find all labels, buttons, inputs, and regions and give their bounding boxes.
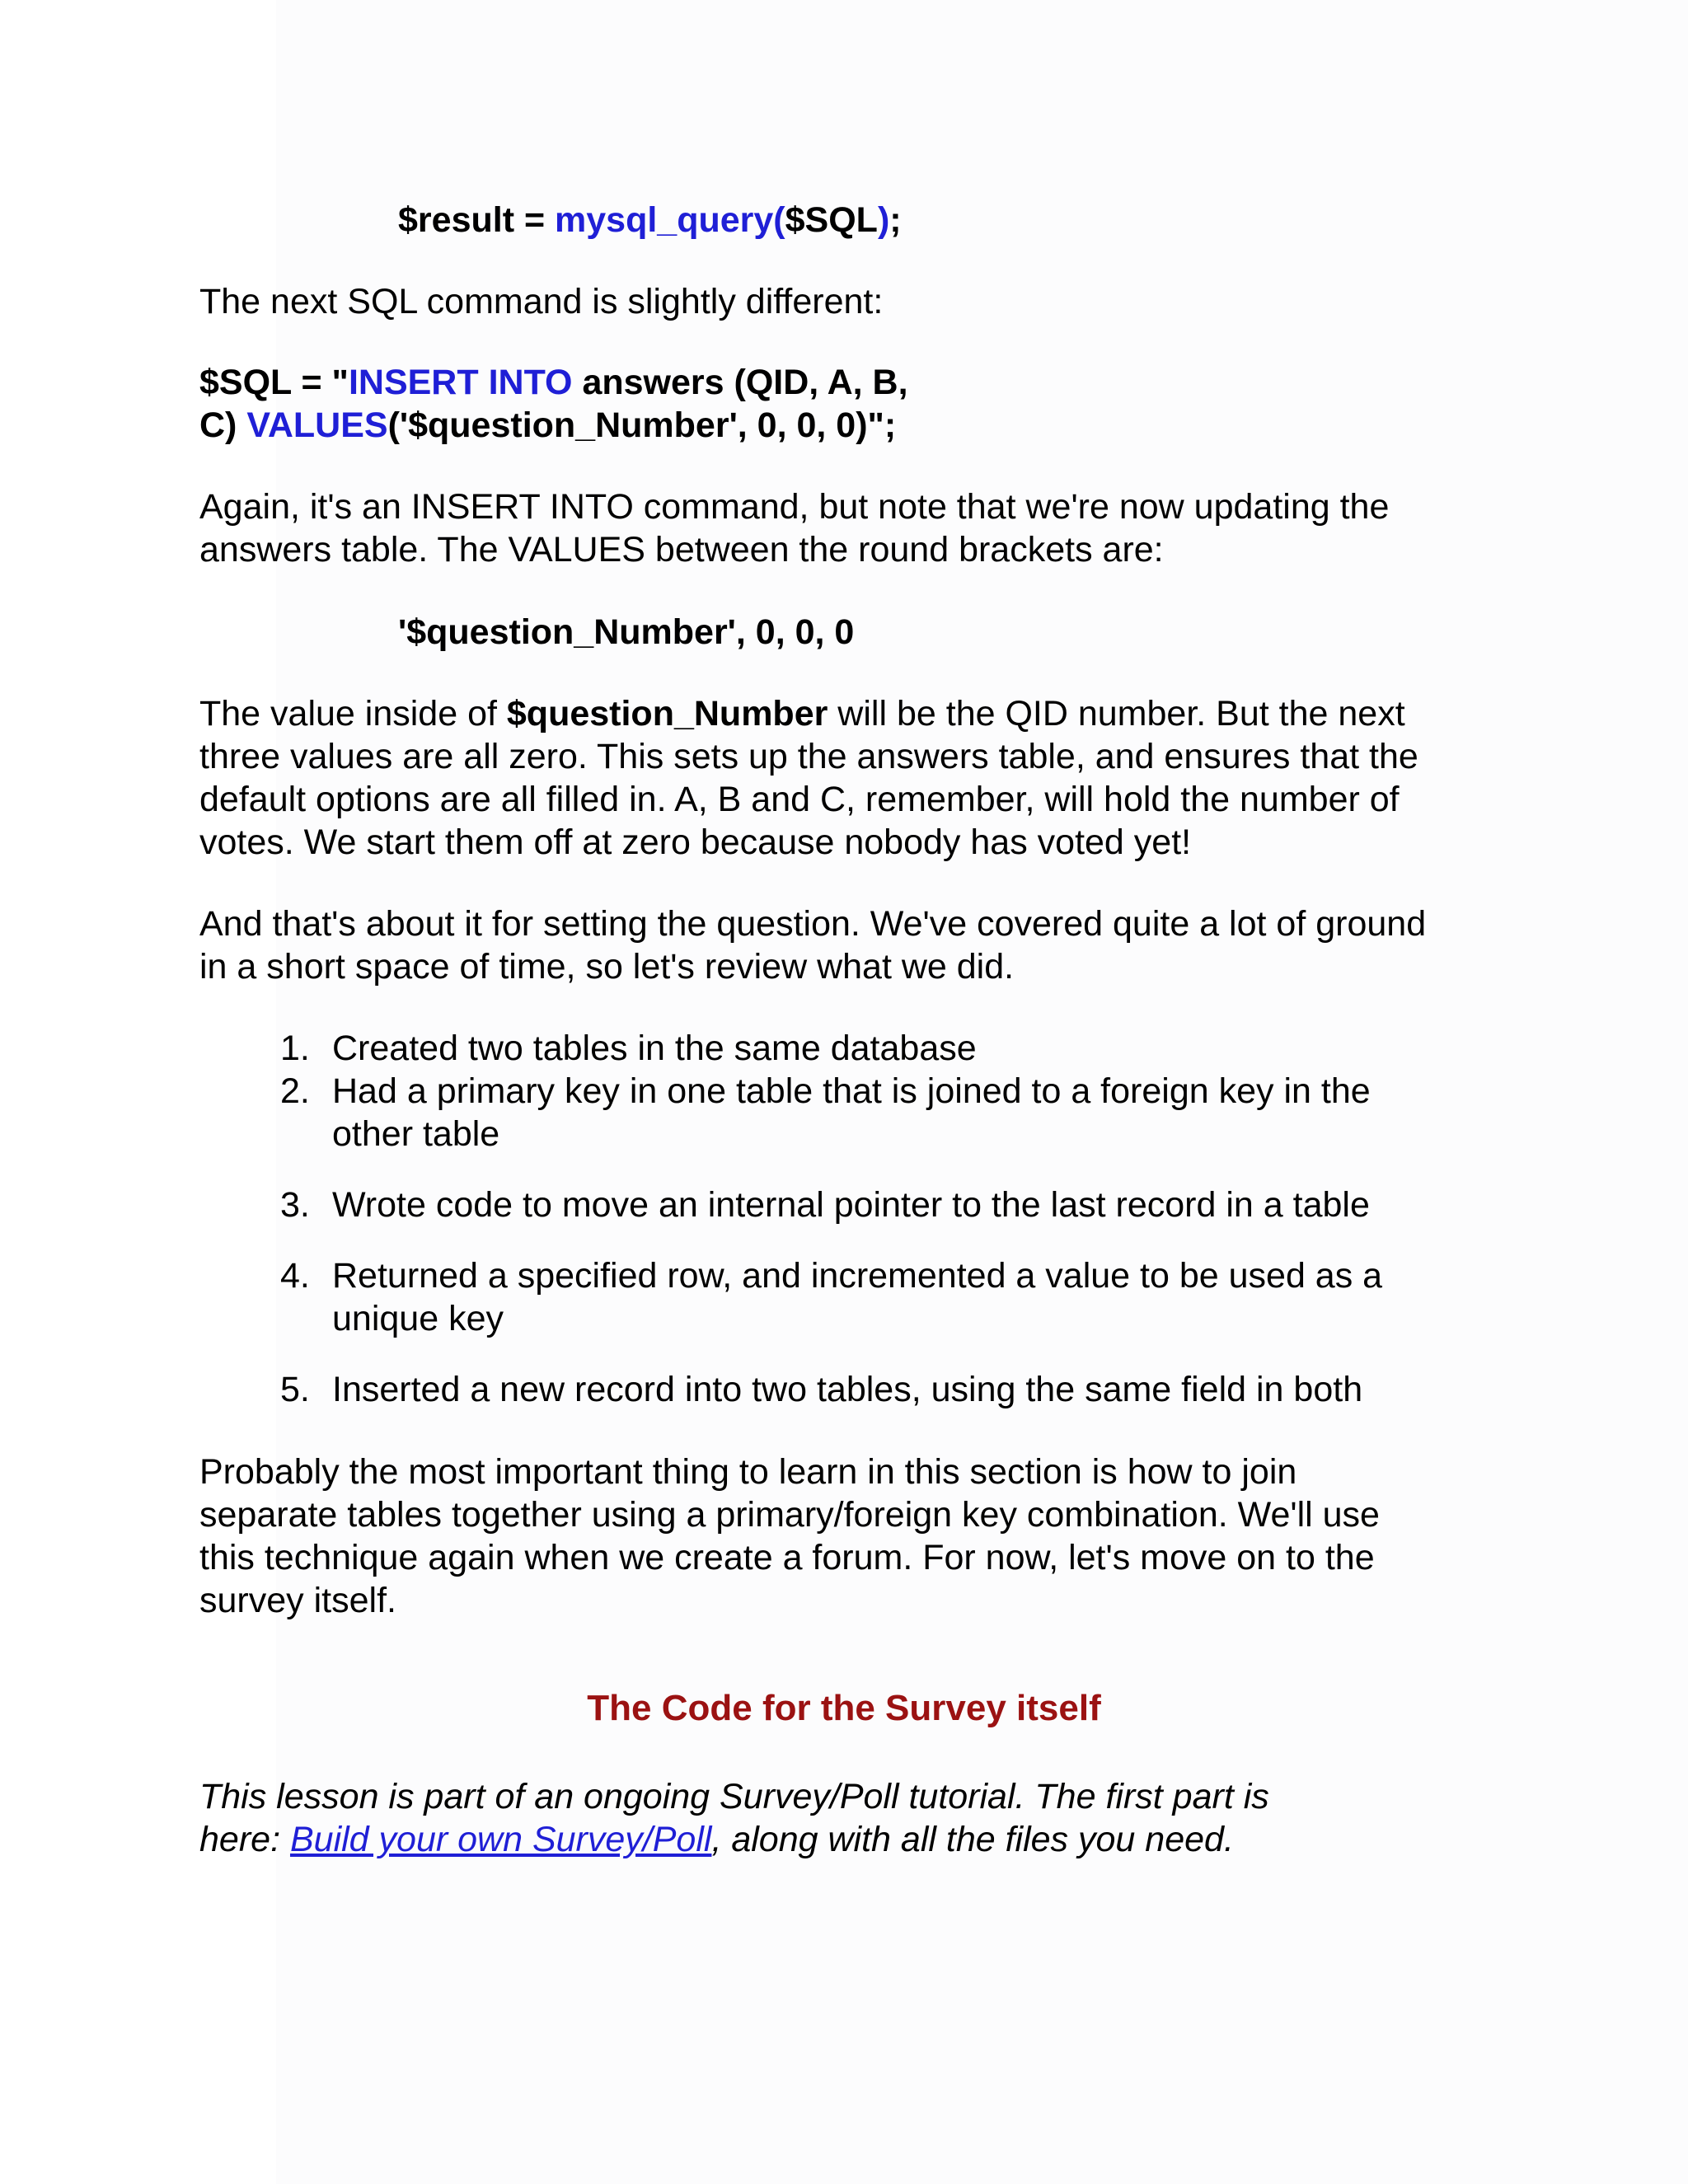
code-func: mysql_query( [555,200,785,240]
sql-text: answers (QID, A, B, [572,363,908,402]
list-item [280,1368,1517,1411]
para-line: separate tables together using a primary/foreign key combination. We'll use [199,1495,1380,1535]
sql-text: ('$question_Number', 0, 0, 0)"; [387,405,897,445]
list-item-text: Had a primary key in one table that is joined to a foreign key in the [332,1071,1371,1111]
para-line: Again, it's an INSERT INTO command, but note that we're now updating the [199,487,1390,527]
list-item [280,1183,1517,1226]
para-line: answers table. The VALUES between the round brackets are: [199,530,1164,569]
sql-statement [199,361,1535,447]
para-next-sql: The next SQL command is slightly different: [199,282,884,321]
code-arg: $SQL [785,200,878,240]
list-item-text: other table [332,1114,500,1154]
para-line: this technique again when we create a forum. For now, let's move on to the [199,1538,1375,1577]
para-line: Probably the most important thing to learn in this section is how to join [199,1452,1297,1492]
list-item [280,1254,1517,1340]
para-value [199,692,1535,864]
section-heading: The Code for the Survey itself [587,1688,1101,1728]
list-number: 3. [280,1185,310,1225]
list-item-text: unique key [332,1299,504,1338]
list-item-text: Wrote code to move an internal pointer to the last record in a table [332,1185,1370,1225]
list-item-text: Created two tables in the same database [332,1029,977,1068]
survey-poll-link[interactable]: Build your own Survey/Poll [289,1820,712,1859]
lesson-note-text: here: [199,1820,290,1859]
code-result-line [398,199,902,241]
list-item-text: Returned a specified row, and incremented a value to be used as a [332,1256,1383,1296]
sql-line-1 [199,361,1535,404]
para-text: will be the QID number. But the next [828,694,1405,733]
lesson-note-line: This lesson is part of an ongoing Survey/Poll tutorial. The first part is [199,1777,1269,1816]
code-close-paren: ) [877,200,890,240]
para-line: default options are all filled in. A, B and C, remember, will hold the number of [199,780,1400,819]
sql-keyword-values: VALUES [246,405,388,445]
para-line [199,692,1535,735]
sql-text: $SQL = " [199,363,349,402]
para-line: And that's about it for setting the question. We've covered quite a lot of ground [199,904,1427,944]
lesson-note [199,1775,1535,1861]
code-semicolon: ; [889,200,902,240]
list-number: 4. [280,1256,310,1296]
list-item [280,1027,1517,1070]
code-var: $result = [398,200,556,240]
lesson-note-text: , along with all the files you need. [711,1820,1234,1859]
sql-keyword-insert: INSERT INTO [348,363,573,402]
para-text: The value inside of [199,694,507,733]
sql-text: C) [199,405,247,445]
list-number: 2. [280,1071,310,1111]
list-item [280,1070,1517,1155]
values-line: '$question_Number', 0, 0, 0 [398,612,855,652]
lesson-note-line [199,1818,1535,1861]
para-again [199,485,1535,571]
para-probably [199,1451,1535,1622]
para-line: three values are all zero. This sets up the answers table, and ensures that the [199,737,1418,776]
list-item-text: Inserted a new record into two tables, using the same field in both [332,1370,1363,1409]
para-line: in a short space of time, so let's review what we did. [199,947,1015,987]
para-line: votes. We start them off at zero because nobody has voted yet! [199,823,1192,862]
list-number: 5. [280,1370,310,1409]
sql-line-2 [199,404,1535,447]
para-line: survey itself. [199,1581,396,1620]
para-thats [199,902,1535,988]
review-list [280,1027,1517,1411]
list-number: 1. [280,1029,310,1068]
para-bold-variable: $question_Number [506,694,828,733]
